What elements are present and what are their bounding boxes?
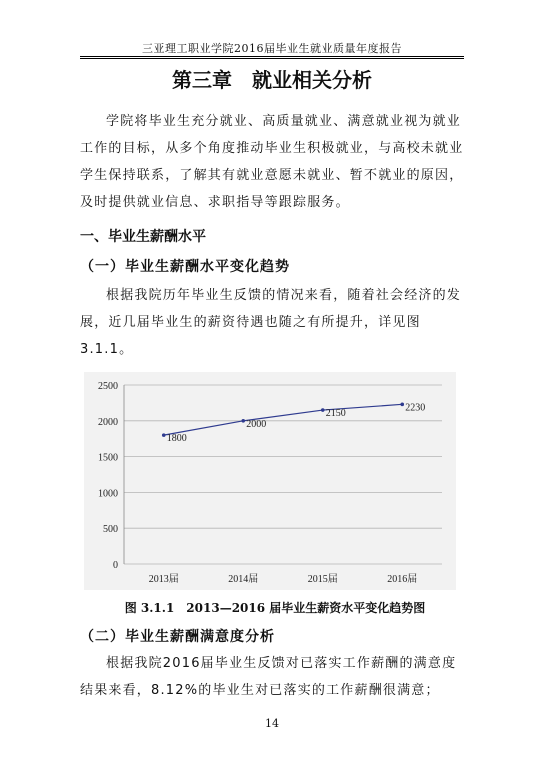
page-number: 14 — [265, 717, 279, 730]
x-tick-label: 2014届 — [228, 574, 259, 585]
salary-trend-chart — [84, 372, 456, 590]
y-tick-label: 2000 — [98, 416, 118, 428]
data-point — [162, 433, 166, 437]
data-label: 1800 — [166, 433, 187, 445]
satisfaction-paragraph: 根据我院2016届毕业生反馈对已落实工作薪酬的满意度结果来看，8.12%的毕业生对已落实的工作薪酬很满意； — [80, 656, 457, 698]
header-rule-double — [80, 58, 464, 59]
data-label: 2150 — [325, 408, 346, 420]
data-point — [321, 408, 325, 412]
y-tick-label: 1000 — [98, 488, 118, 500]
y-tick-label: 500 — [103, 524, 118, 536]
header-rule — [80, 56, 464, 57]
y-tick-label: 0 — [113, 560, 118, 571]
y-tick-label: 1500 — [98, 452, 118, 464]
subsection-heading-satisfaction: （二）毕业生薪酬满意度分析 — [80, 629, 275, 645]
data-point — [241, 419, 245, 423]
subsection-heading-trend: （一）毕业生薪酬水平变化趋势 — [80, 259, 290, 275]
data-label: 2000 — [246, 418, 267, 430]
trend-paragraph: 根据我院历年毕业生反馈的情况来看，随着社会经济的发展，近几届毕业生的薪资待遇也随之有所提升，详见图3.1.1。 — [80, 288, 462, 357]
data-point — [400, 403, 404, 407]
x-tick-label: 2015届 — [307, 574, 338, 585]
x-tick-label: 2013届 — [148, 574, 179, 585]
chapter-title: 第三章 就业相关分析 — [172, 68, 372, 92]
x-tick-label: 2016届 — [387, 574, 418, 585]
intro-paragraph: 学院将毕业生充分就业、高质量就业、满意就业视为就业工作的目标，从多个角度推动毕业生积极就业，与高校未就业学生保持联系，了解其有就业意愿未就业、暂不就业的原因，及时提供就业信息、求职指导等跟踪服务。 — [80, 114, 464, 210]
data-label: 2230 — [405, 402, 426, 414]
y-tick-label: 2500 — [98, 381, 118, 392]
chart-caption: 图 3.1.1 2013—2016 届毕业生薪资水平变化趋势图 — [124, 601, 426, 615]
running-header: 三亚理工职业学院2016届毕业生就业质量年度报告 — [142, 42, 402, 55]
section-heading-salary: 一、毕业生薪酬水平 — [80, 229, 206, 245]
